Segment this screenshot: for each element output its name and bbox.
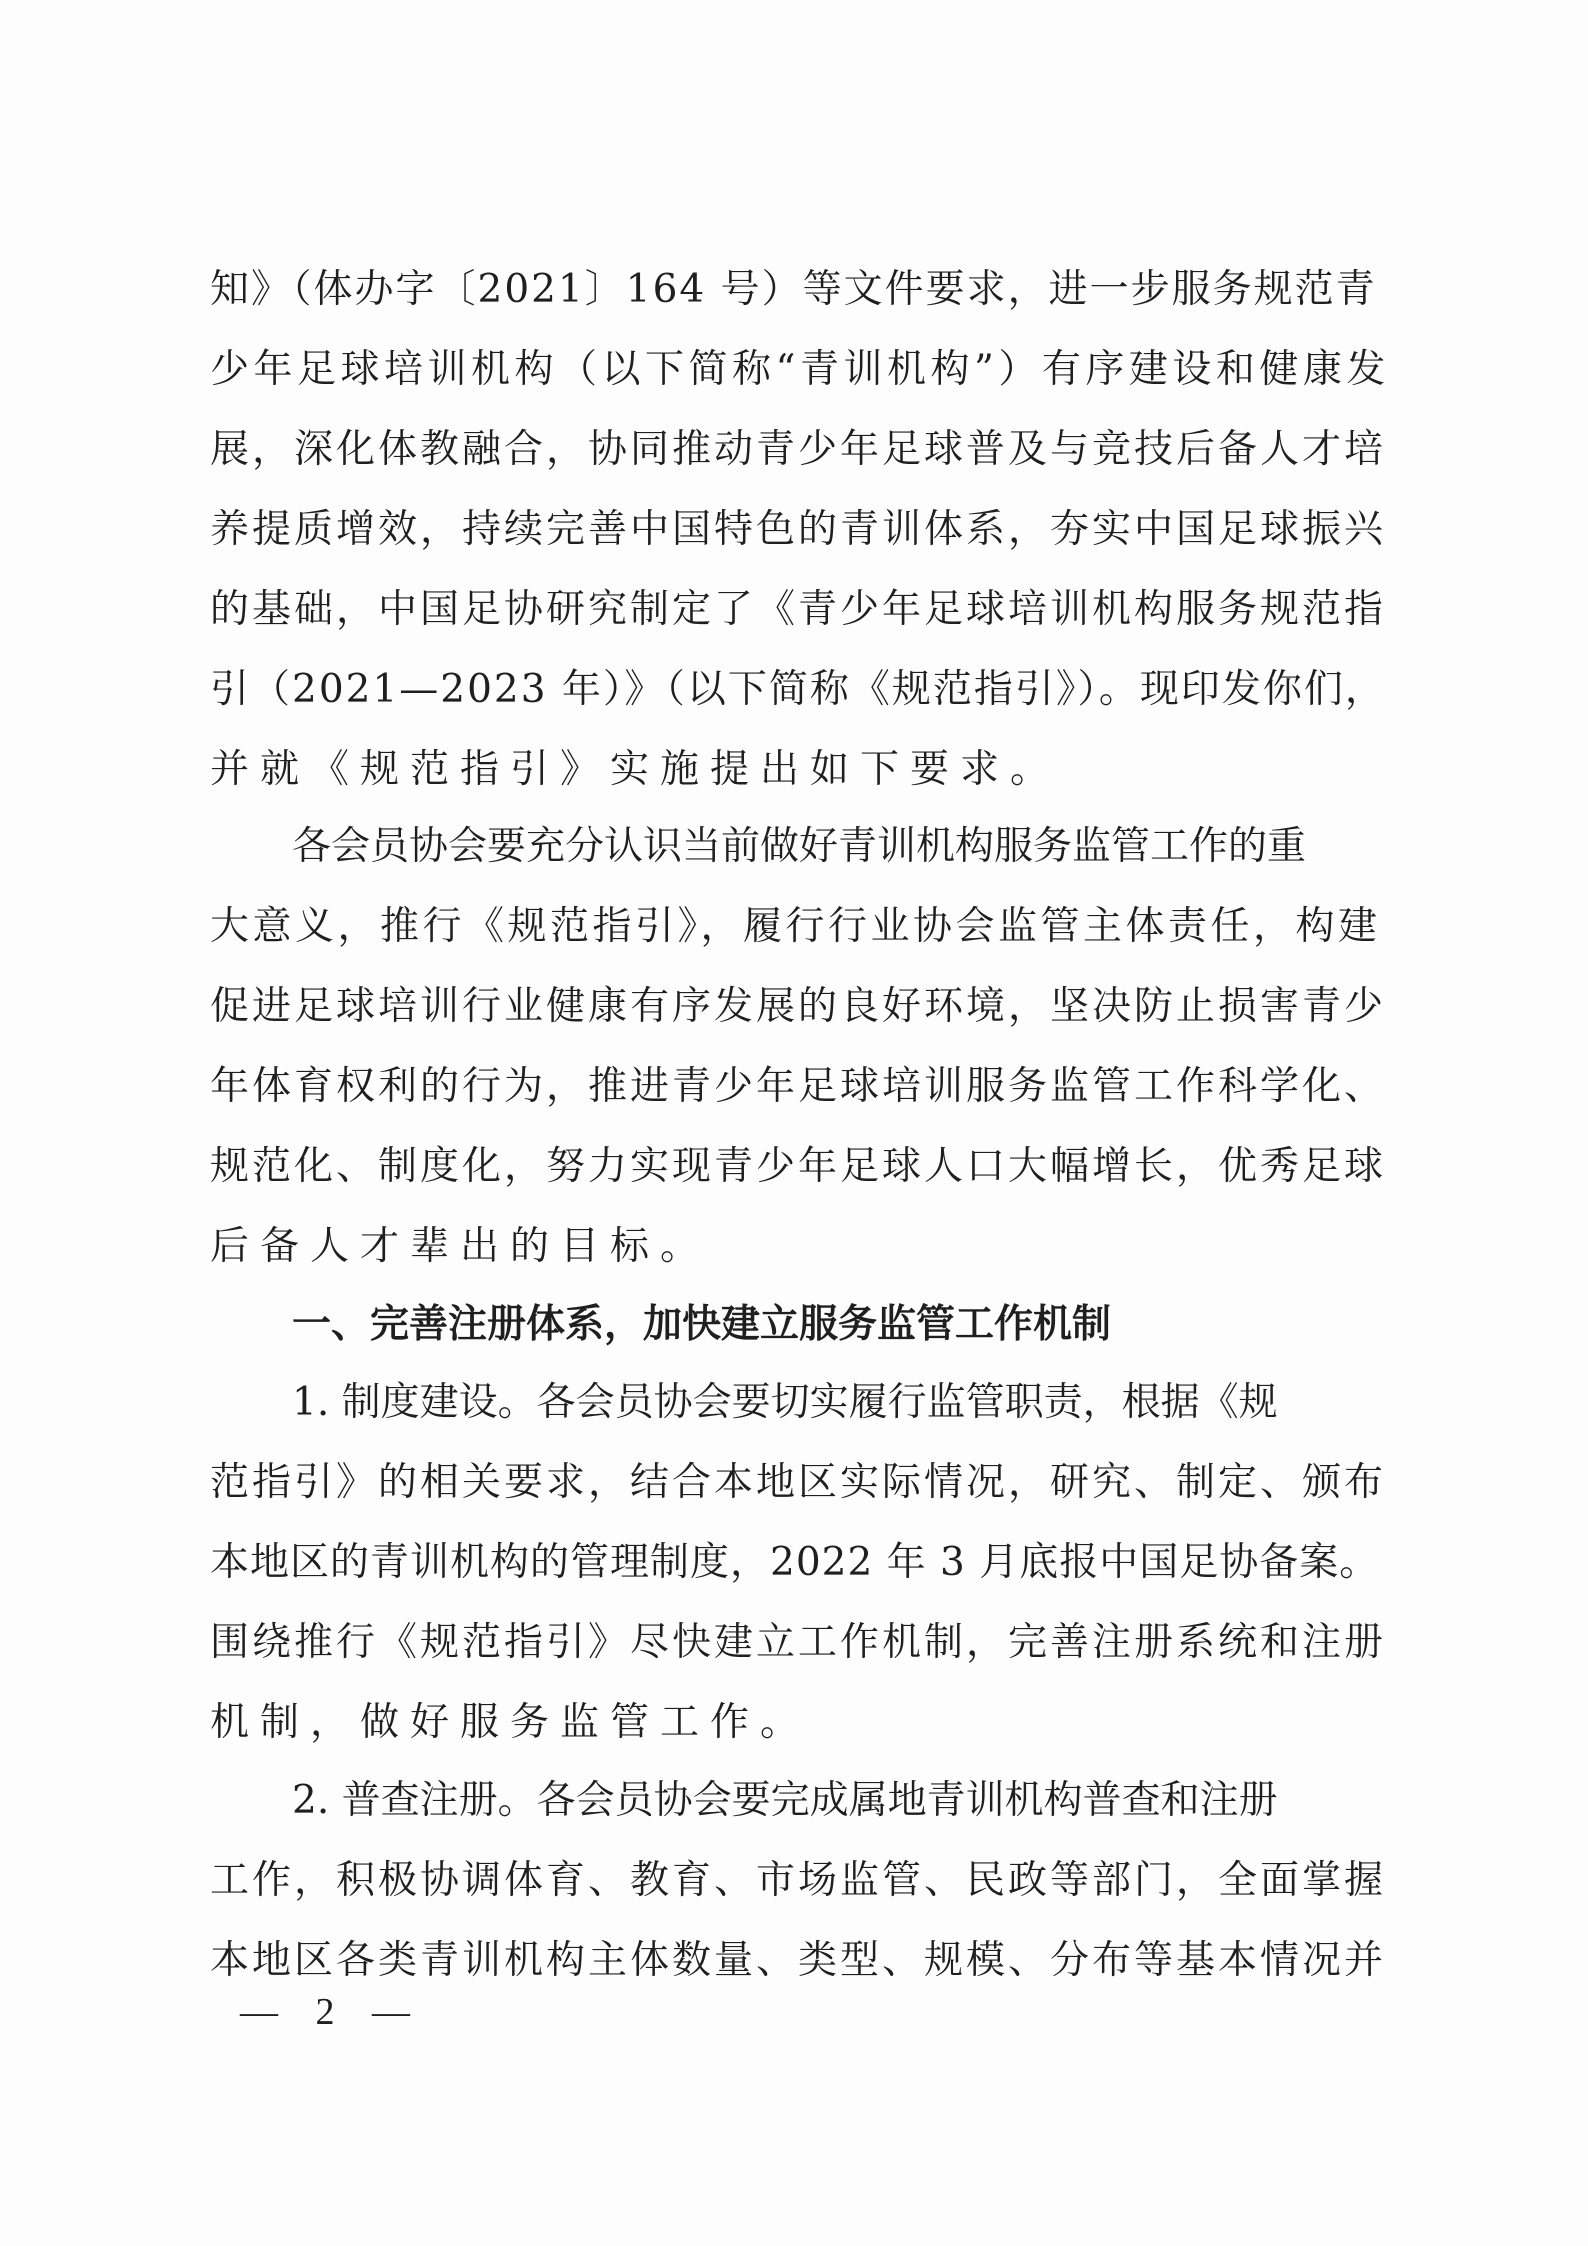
paragraph-1-line-3: 展，深化体教融合，协同推动青少年足球普及与竞技后备人才培: [210, 427, 1387, 472]
paragraph-2-line-5: 规范化、制度化，努力实现青少年足球人口大幅增长，优秀足球: [210, 1144, 1387, 1189]
paragraph-1-line-7: 并就《规范指引》实施提出如下要求。: [210, 747, 1061, 792]
paragraph-1-line-6: 引（2021—2023 年）》（以下简称《规范指引》）。现印发你们，: [210, 667, 1386, 712]
item-2-line-3: 本地区各类青训机构主体数量、类型、规模、分布等基本情况并: [210, 1938, 1387, 1983]
paragraph-2-line-6: 后备人才辈出的目标。: [210, 1224, 711, 1269]
item-1-line-3: 本地区的青训机构的管理制度，2022 年 3 月底报中国足协备案。: [210, 1540, 1380, 1585]
paragraph-1-line-4: 养提质增效，持续完善中国特色的青训体系，夯实中国足球振兴: [210, 507, 1387, 552]
section-heading: 一、完善注册体系，加快建立服务监管工作机制: [292, 1302, 1112, 1347]
paragraph-2-line-3: 促进足球培训行业健康有序发展的良好环境，坚决防止损害青少: [210, 984, 1387, 1029]
paragraph-2-line-1: 各会员协会要充分认识当前做好青训机构服务监管工作的重: [292, 824, 1307, 869]
item-1-line-5: 机制，做好服务监管工作。: [210, 1700, 811, 1745]
paragraph-2-line-4: 年体育权利的行为，推进青少年足球培训服务监管工作科学化、: [210, 1064, 1387, 1109]
item-2-line-2: 工作，积极协调体育、教育、市场监管、民政等部门，全面掌握: [210, 1858, 1387, 1903]
paragraph-2-line-2: 大意义，推行《规范指引》，履行行业协会监管主体责任，构建: [210, 904, 1381, 949]
item-1-line-2: 范指引》的相关要求，结合本地区实际情况，研究、制定、颁布: [210, 1460, 1387, 1505]
paragraph-1-line-1: 知》（体办字〔2021〕164 号）等文件要求，进一步服务规范青: [210, 267, 1377, 312]
item-2-line-1: 2. 普查注册。各会员协会要完成属地青训机构普查和注册: [292, 1778, 1278, 1823]
paragraph-1-line-5: 的基础，中国足协研究制定了《青少年足球培训机构服务规范指: [210, 587, 1387, 632]
item-1-line-1: 1. 制度建设。各会员协会要切实履行监管职责，根据《规: [292, 1380, 1278, 1425]
item-1-line-4: 围绕推行《规范指引》尽快建立工作机制，完善注册系统和注册: [210, 1620, 1387, 1665]
paragraph-1-line-2: 少年足球培训机构（以下简称“青训机构”）有序建设和健康发: [210, 347, 1390, 392]
page-number: — 2 —: [240, 1991, 424, 2033]
